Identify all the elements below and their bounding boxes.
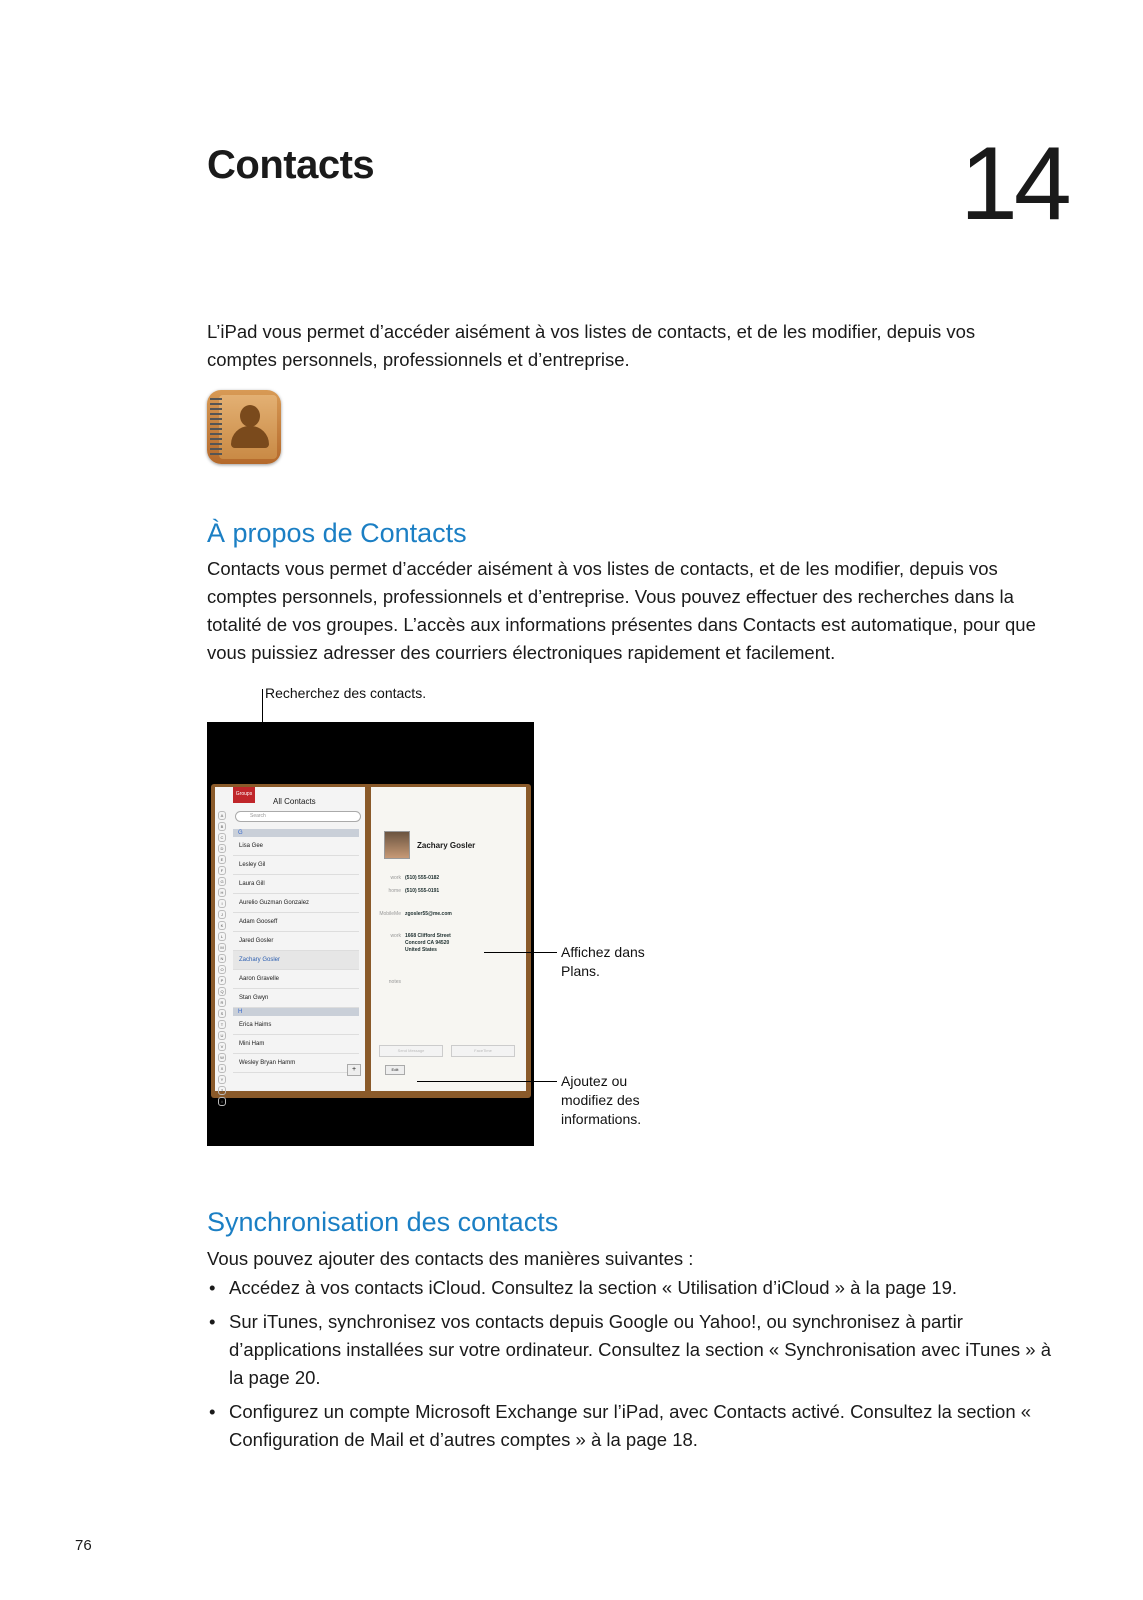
list-item[interactable]: Laura Gill (233, 875, 359, 894)
index-letter[interactable]: G (218, 877, 226, 886)
index-letter[interactable]: P (218, 976, 226, 985)
section-heading-sync: Synchronisation des contacts (207, 1207, 559, 1237)
edit-button[interactable]: Edit (385, 1065, 405, 1075)
section-header-g: G (233, 829, 359, 837)
alphabet-index[interactable] (218, 811, 226, 1108)
index-letter[interactable]: J (218, 910, 226, 919)
intro-paragraph: L’iPad vous permet d’accéder aisément à vos listes de contacts, et de les modifier, depuis vos comptes personnels, professionnels et d’entreprise. (207, 321, 976, 370)
list-item[interactable]: Aaron Gravelle (233, 970, 359, 989)
facetime-button[interactable]: FaceTime (451, 1045, 515, 1057)
section-heading-about: À propos de Contacts (207, 518, 467, 548)
index-letter[interactable]: T (218, 1020, 226, 1029)
list-item[interactable]: Wesley Bryan Hamm (233, 1054, 359, 1073)
work-phone-row[interactable]: work (510) 555-0182 (390, 875, 440, 881)
index-letter[interactable]: E (218, 855, 226, 864)
contact-name: Zachary Gosler (417, 841, 476, 850)
binder-rings (210, 398, 222, 456)
notes-row[interactable]: notes (388, 979, 401, 985)
index-letter[interactable]: Q (218, 987, 226, 996)
index-letter[interactable]: # (218, 1097, 226, 1106)
index-letter[interactable]: R (218, 998, 226, 1007)
section-about-body: Contacts vous permet d’accéder aisément à vos listes de contacts, et de les modifier, depuis vos comptes personnels, professionnels et d’entreprise. Vous pouvez effectuer des recherches dans la totalité de vos groupes. L’accès aux informations présentes dans Contacts est automatique, pour que vous puissiez adresser des courriers électroniques rapidement et facilement. (207, 558, 1036, 663)
list-item: • Sur iTunes, synchronisez vos contacts depuis Google ou Yahoo!, ou synchronisez à partir d’applications installées sur votre ordinateur. Consultez la section « Synchronisation avec iTunes » à la page 20. (207, 1308, 1052, 1392)
index-letter[interactable]: C (218, 833, 226, 842)
contacts-list (233, 829, 359, 1073)
index-letter[interactable]: M (218, 943, 226, 952)
index-letter[interactable]: X (218, 1064, 226, 1073)
send-message-button[interactable]: Send Message (379, 1045, 443, 1057)
section-sync-lead: Vous pouvez ajouter des contacts des manières suivantes : (207, 1248, 694, 1269)
sync-bullet-list (207, 1274, 1052, 1460)
contacts-book (211, 784, 531, 1104)
callout-search: Recherchez des contacts. (265, 685, 427, 701)
list-item[interactable]: Lesley Gil (233, 856, 359, 875)
list-item[interactable]: Aurelio Guzman Gonzalez (233, 894, 359, 913)
index-letter[interactable]: H (218, 888, 226, 897)
callout-maps: Affichez dans Plans. (561, 944, 645, 979)
list-item[interactable]: Stan Gwyn (233, 989, 359, 1008)
index-letter[interactable]: U (218, 1031, 226, 1040)
list-item: • Configurez un compte Microsoft Exchange sur l’iPad, avec Contacts activé. Consultez la section « Configuration de Mail et d’autres comptes » à la page 18. (207, 1398, 1052, 1454)
list-item[interactable]: Mini Ham (233, 1035, 359, 1054)
avatar (384, 831, 410, 859)
address-row[interactable]: work 1668 Clifford Street Concord CA 94520 United States (390, 933, 451, 953)
index-letter[interactable]: K (218, 921, 226, 930)
index-letter[interactable]: Y (218, 1075, 226, 1084)
callout-edit: Ajoutez ou modifiez des informations. (561, 1073, 642, 1127)
list-item[interactable]: Lisa Gee (233, 837, 359, 856)
home-phone-row[interactable]: home (510) 555-0191 (388, 888, 440, 894)
index-letter[interactable]: D (218, 844, 226, 853)
email-row[interactable]: MobileMe zgosler55@me.com (379, 911, 452, 917)
section-header-h: H (233, 1008, 359, 1016)
index-letter[interactable]: F (218, 866, 226, 875)
index-letter[interactable]: L (218, 932, 226, 941)
contacts-list-page (215, 787, 365, 1104)
index-letter[interactable]: W (218, 1053, 226, 1062)
index-letter[interactable]: O (218, 965, 226, 974)
callout-edit-line (417, 1081, 557, 1082)
list-title: All Contacts (273, 797, 316, 806)
contact-detail-page (371, 787, 526, 1091)
index-letter[interactable]: B (218, 822, 226, 831)
add-contact-button[interactable]: + (347, 1064, 361, 1076)
index-letter[interactable]: V (218, 1042, 226, 1051)
list-item-selected[interactable]: Zachary Gosler (233, 951, 359, 970)
ipad-screenshot (207, 722, 534, 1146)
list-item[interactable]: Adam Gooseff (233, 913, 359, 932)
list-item: • Accédez à vos contacts iCloud. Consultez la section « Utilisation d’iCloud » à la page 19. (207, 1274, 1052, 1302)
contacts-app-icon (207, 390, 281, 464)
list-item[interactable]: Jared Gosler (233, 932, 359, 951)
chapter-number: 14 (960, 126, 1068, 242)
index-letter[interactable]: N (218, 954, 226, 963)
page-number: 76 (75, 1537, 92, 1554)
search-input[interactable]: Search (235, 811, 361, 822)
index-letter[interactable]: Z (218, 1086, 226, 1095)
list-item[interactable]: Erica Haims (233, 1016, 359, 1035)
callout-maps-line (484, 952, 557, 953)
chapter-title: Contacts (207, 143, 375, 187)
index-letter[interactable]: I (218, 899, 226, 908)
person-head-icon (240, 405, 260, 427)
index-letter[interactable]: A (218, 811, 226, 820)
index-letter[interactable]: S (218, 1009, 226, 1018)
groups-button[interactable]: Groups (233, 787, 255, 803)
